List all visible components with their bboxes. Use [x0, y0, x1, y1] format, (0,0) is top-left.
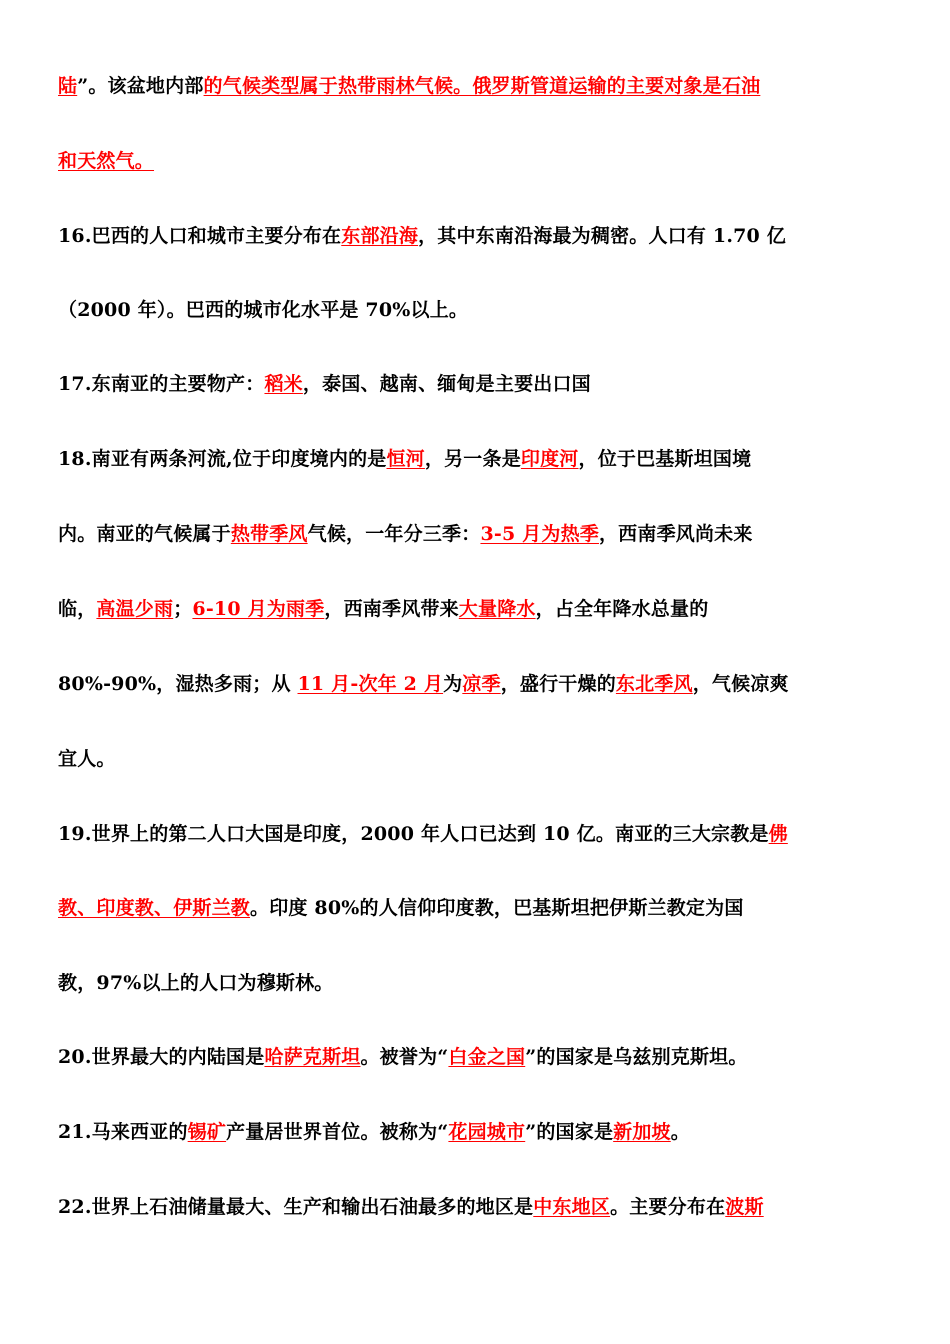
- text-segment: 。: [670, 1121, 690, 1143]
- text-segment: 内。南亚的气候属于: [58, 523, 231, 545]
- highlighted-answer: 中东地区: [533, 1196, 611, 1218]
- text-segment: ，气候凉爽: [692, 673, 789, 695]
- highlighted-answer: 稻米: [264, 373, 303, 395]
- highlighted-answer: 6-10 月为雨季: [192, 598, 325, 620]
- text-line: [58, 1043, 898, 1071]
- text-line: [58, 1193, 898, 1221]
- highlighted-answer: 印度河: [520, 448, 579, 470]
- text-line: [58, 969, 898, 997]
- text-line: [58, 222, 898, 250]
- text-segment: 教，97%以上的人口为穆斯林。: [58, 972, 334, 994]
- text-line: [58, 147, 898, 175]
- text-segment: ”。该盆地内部: [77, 75, 204, 97]
- text-segment: ”的国家是乌兹别克斯坦。: [525, 1046, 748, 1068]
- text-line: [58, 445, 898, 473]
- text-segment: ，占全年降水总量的: [535, 598, 709, 620]
- text-segment: 。主要分布在: [610, 1196, 726, 1218]
- text-line: [58, 296, 898, 324]
- text-segment: 16.巴西的人口和城市主要分布在: [58, 225, 342, 247]
- text-line: [58, 894, 898, 922]
- text-segment: 80%-90%，湿热多雨；从: [58, 673, 298, 695]
- highlighted-answer: 哈萨克斯坦: [264, 1046, 361, 1068]
- text-segment: 22.世界上石油储量最大、生产和输出石油最多的地区是: [58, 1196, 534, 1218]
- text-segment: ，另一条是: [424, 448, 521, 470]
- text-line: [58, 820, 898, 848]
- text-segment: 18.南亚有两条河流,位于印度境内的是: [58, 448, 387, 470]
- text-line: [58, 520, 898, 548]
- text-segment: 。印度 80%的人信仰印度教，巴基斯坦把伊斯兰教定为国: [250, 897, 744, 919]
- text-line: [58, 370, 898, 398]
- text-segment: 17.东南亚的主要物产：: [58, 373, 265, 395]
- text-segment: 宜人。: [58, 748, 116, 770]
- highlighted-answer: 3-5 月为热季: [480, 523, 599, 545]
- text-segment: 20.世界最大的内陆国是: [58, 1046, 265, 1068]
- text-line: [58, 745, 898, 773]
- highlighted-answer: 佛: [768, 823, 788, 845]
- text-line: [58, 595, 898, 623]
- text-segment: ，位于巴基斯坦国境: [578, 448, 752, 470]
- highlighted-answer: 教、印度教、伊斯兰教: [58, 897, 251, 919]
- text-segment: ；: [173, 598, 193, 620]
- highlighted-answer: 凉季: [462, 673, 501, 695]
- highlighted-answer: 新加坡: [613, 1121, 671, 1143]
- highlighted-answer: 的气候类型属于热带雨林气候。俄罗斯管道运输的主要对象是石油: [203, 75, 761, 97]
- highlighted-answer: 和天然气。: [58, 150, 155, 172]
- highlighted-answer: 11 月-次年 2 月: [297, 673, 444, 695]
- highlighted-answer: 热带季风: [230, 523, 308, 545]
- text-segment: 。被誉为“: [360, 1046, 449, 1068]
- text-segment: ，盛行干燥的: [500, 673, 616, 695]
- highlighted-answer: 花园城市: [448, 1121, 526, 1143]
- highlighted-answer: 白金之国: [448, 1046, 526, 1068]
- text-line: [58, 72, 898, 100]
- text-segment: ，其中东南沿海最为稠密。人口有 1.70 亿: [418, 225, 786, 247]
- text-segment: ，西南季风尚未来: [598, 523, 753, 545]
- highlighted-answer: 陆: [58, 75, 78, 97]
- highlighted-answer: 波斯: [725, 1196, 764, 1218]
- text-segment: 为: [443, 673, 463, 695]
- highlighted-answer: 高温少雨: [96, 598, 174, 620]
- text-segment: 19.世界上的第二人口大国是印度，2000 年人口已达到 10 亿。南亚的三大宗教是: [58, 823, 769, 845]
- highlighted-answer: 锡矿: [187, 1121, 227, 1143]
- text-segment: ，西南季风带来: [324, 598, 459, 620]
- text-line: [58, 1118, 898, 1146]
- text-segment: 临，: [58, 598, 97, 620]
- highlighted-answer: 东北季风: [615, 673, 693, 695]
- text-segment: 产量居世界首位。被称为“: [226, 1121, 449, 1143]
- text-segment: 气候，一年分三季：: [307, 523, 481, 545]
- text-segment: ”的国家是: [525, 1121, 614, 1143]
- highlighted-answer: 东部沿海: [341, 225, 419, 247]
- text-segment: 21.马来西亚的: [58, 1121, 188, 1143]
- text-segment: ，泰国、越南、缅甸是主要出口国: [302, 373, 591, 395]
- highlighted-answer: 恒河: [386, 448, 425, 470]
- highlighted-answer: 大量降水: [458, 598, 536, 620]
- text-segment: （2000 年）。巴西的城市化水平是 70%以上。: [58, 299, 469, 321]
- text-line: [58, 670, 898, 698]
